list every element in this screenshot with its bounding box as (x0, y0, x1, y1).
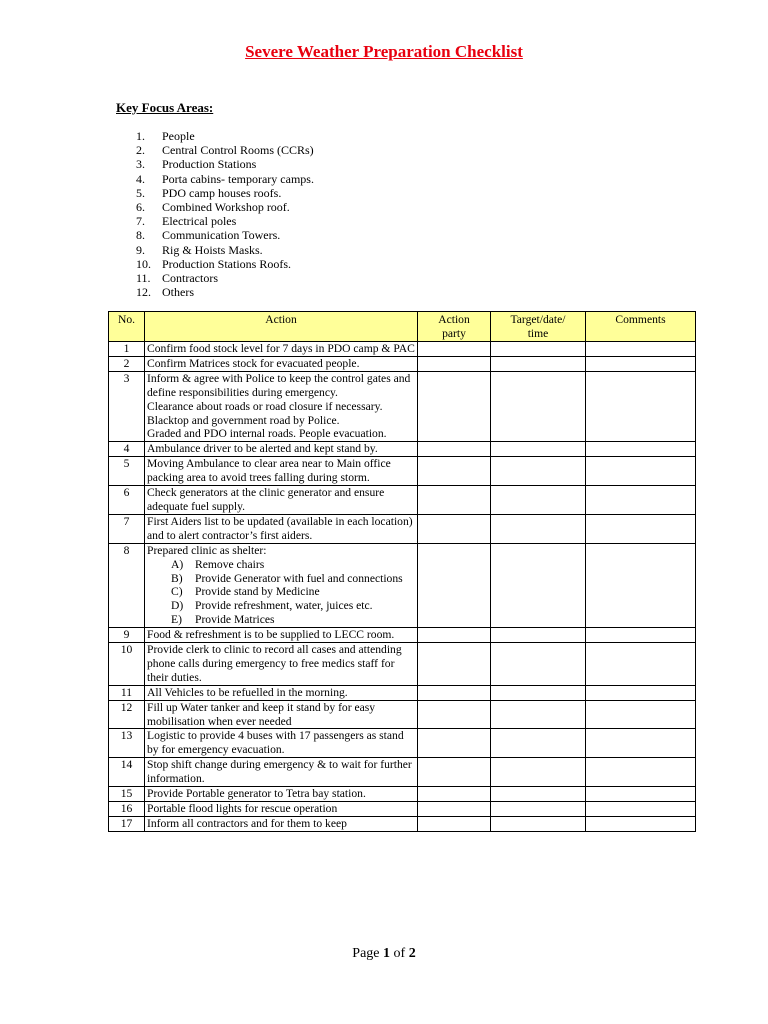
footer-current-page: 1 (383, 946, 391, 961)
header-target-date-time (491, 312, 586, 342)
row-action-party-cell (418, 342, 491, 357)
row-comments-cell (586, 442, 696, 457)
row-action-text: Portable flood lights for rescue operation (147, 802, 338, 815)
row-comments-cell (586, 685, 696, 700)
table-row (109, 787, 696, 802)
focus-area-number: 12. (136, 285, 151, 300)
row-action-text: Logistic to provide 4 buses with 17 passengers as stand by for emergency evacuation. (147, 729, 404, 757)
table-row (109, 685, 696, 700)
focus-area-text: Others (162, 285, 194, 300)
row-number: 2 (109, 356, 145, 371)
focus-area-item (136, 214, 314, 228)
row-action-text: Inform all contractors and for them to keep (147, 816, 347, 830)
row-action-extra-text: Clearance about roads or road closure if necessary. Blacktop and government road by Police. (147, 399, 383, 427)
focus-area-item (136, 243, 314, 257)
row-comments-cell (586, 802, 696, 817)
table-row (109, 514, 696, 543)
row-comments-cell (586, 628, 696, 643)
row-action (145, 802, 418, 817)
header-comments: Comments (586, 312, 696, 342)
row-number: 15 (109, 787, 145, 802)
focus-area-text: Combined Workshop roof. (162, 200, 290, 215)
row-comments-cell (586, 356, 696, 371)
table-row (109, 729, 696, 758)
focus-area-number: 4. (136, 171, 145, 186)
row-number: 8 (109, 543, 145, 627)
sub-item-text: Provide stand by Medicine (195, 585, 320, 599)
table-row (109, 758, 696, 787)
row-number: 12 (109, 700, 145, 729)
table-row (109, 486, 696, 515)
row-comments-cell (586, 514, 696, 543)
row-comments-cell (586, 787, 696, 802)
row-action-party-cell (418, 643, 491, 686)
focus-area-item (136, 157, 314, 171)
row-comments-cell (586, 543, 696, 627)
row-action-text: Prepared clinic as shelter: (147, 543, 267, 557)
focus-area-item (136, 228, 314, 242)
focus-area-text: Communication Towers. (162, 228, 281, 243)
row-comments-cell (586, 758, 696, 787)
row-action (145, 628, 418, 643)
focus-area-item (136, 257, 314, 271)
row-comments-cell (586, 729, 696, 758)
focus-area-number: 6. (136, 200, 145, 215)
row-action-party-cell (418, 486, 491, 515)
row-action (145, 816, 418, 831)
sub-item-letter: B) (171, 571, 183, 585)
footer-middle: of (390, 946, 409, 961)
row-action-text: Check generators at the clinic generator and ensure adequate fuel supply. (147, 486, 385, 513)
row-number: 17 (109, 816, 145, 831)
focus-area-number: 3. (136, 157, 145, 172)
header-no: No. (109, 312, 145, 342)
row-action (145, 486, 418, 515)
table-header-row (109, 312, 696, 342)
action-sub-item (147, 613, 415, 627)
row-action-party-cell (418, 729, 491, 758)
row-action-extra-text: Graded and PDO internal roads. People evacuation. (147, 427, 387, 441)
row-action-text: All Vehicles to be refuelled in the morning. (147, 685, 348, 699)
sub-item-text: Remove chairs (195, 557, 265, 571)
focus-area-text: Electrical poles (162, 214, 237, 229)
table-row (109, 700, 696, 729)
focus-area-item (136, 129, 314, 143)
focus-area-item (136, 271, 314, 285)
key-focus-list (136, 129, 314, 299)
focus-area-text: Production Stations (162, 157, 257, 172)
row-action (145, 371, 418, 442)
row-action-text: Confirm food stock level for 7 days in PDO camp & PAC (147, 342, 415, 355)
focus-area-number: 8. (136, 228, 145, 243)
row-comments-cell (586, 342, 696, 357)
row-target-cell (491, 787, 586, 802)
table-row (109, 643, 696, 686)
row-action-party-cell (418, 514, 491, 543)
table-row (109, 802, 696, 817)
sub-item-text: Provide Generator with fuel and connections (195, 571, 403, 585)
row-action-text: Provide Portable generator to Tetra bay station. (147, 787, 366, 801)
row-action-text: Confirm Matrices stock for evacuated people. (147, 356, 360, 370)
header-target-line2: time (527, 326, 549, 340)
row-comments-cell (586, 700, 696, 729)
table-row (109, 342, 696, 357)
row-action-text: First Aiders list to be updated (available in each location) and to alert contractor’s first aiders. (147, 514, 413, 542)
row-target-cell (491, 486, 586, 515)
row-action-party-cell (418, 628, 491, 643)
row-number: 13 (109, 729, 145, 758)
row-action (145, 457, 418, 486)
row-action (145, 442, 418, 457)
row-target-cell (491, 356, 586, 371)
focus-area-text: Production Stations Roofs. (162, 256, 292, 271)
focus-area-text: Contractors (162, 271, 218, 286)
focus-area-text: People (162, 129, 195, 143)
focus-area-item (136, 186, 314, 200)
focus-area-number: 2. (136, 143, 145, 158)
checklist-table (108, 311, 696, 832)
row-number: 7 (109, 514, 145, 543)
header-action-party (418, 312, 491, 342)
row-action-text: Provide clerk to clinic to record all cases and attending phone calls during emergency to free medics staff for their duties. (147, 643, 402, 684)
row-target-cell (491, 729, 586, 758)
row-comments-cell (586, 486, 696, 515)
row-target-cell (491, 457, 586, 486)
action-sub-item (147, 599, 415, 613)
table-row (109, 543, 696, 627)
row-number: 4 (109, 442, 145, 457)
sub-item-letter: A) (171, 557, 184, 571)
row-comments-cell (586, 643, 696, 686)
sub-item-letter: E) (171, 613, 182, 627)
focus-area-text: PDO camp houses roofs. (162, 185, 282, 200)
row-action-party-cell (418, 543, 491, 627)
row-action (145, 514, 418, 543)
row-action-text: Inform & agree with Police to keep the control gates and define responsibilities during emergency. (147, 371, 411, 399)
row-action (145, 729, 418, 758)
focus-area-item (136, 172, 314, 186)
row-target-cell (491, 685, 586, 700)
row-action-party-cell (418, 802, 491, 817)
row-action-text: Stop shift change during emergency & to wait for further information. (147, 758, 412, 786)
focus-area-item (136, 200, 314, 214)
row-target-cell (491, 643, 586, 686)
row-action-text: Ambulance driver to be alerted and kept stand by. (147, 442, 378, 456)
document-title: Severe Weather Preparation Checklist (245, 42, 523, 61)
checklist-body (109, 342, 696, 832)
row-number: 10 (109, 643, 145, 686)
row-target-cell (491, 802, 586, 817)
focus-area-item (136, 143, 314, 157)
focus-area-number: 10. (136, 256, 151, 271)
row-action-text: Moving Ambulance to clear area near to Main office packing area to avoid trees falling during storm. (147, 457, 391, 485)
focus-area-number: 9. (136, 242, 145, 257)
page-footer (0, 946, 768, 962)
row-target-cell (491, 758, 586, 787)
sub-item-text: Provide refreshment, water, juices etc. (195, 599, 373, 613)
row-number: 14 (109, 758, 145, 787)
row-target-cell (491, 628, 586, 643)
row-action-party-cell (418, 700, 491, 729)
row-action-text: Fill up Water tanker and keep it stand by for easy mobilisation when ever needed (147, 700, 376, 728)
row-target-cell (491, 514, 586, 543)
sub-item-text: Provide Matrices (195, 613, 275, 627)
focus-area-number: 7. (136, 214, 145, 229)
table-row (109, 816, 696, 831)
table-row (109, 356, 696, 371)
row-action (145, 342, 418, 357)
row-target-cell (491, 342, 586, 357)
footer-total-pages: 2 (408, 946, 416, 961)
row-number: 5 (109, 457, 145, 486)
row-action-party-cell (418, 371, 491, 442)
row-action (145, 787, 418, 802)
table-row (109, 371, 696, 442)
row-comments-cell (586, 371, 696, 442)
action-sub-item (147, 558, 415, 572)
row-action-party-cell (418, 685, 491, 700)
table-row (109, 442, 696, 457)
row-number: 11 (109, 685, 145, 700)
row-comments-cell (586, 457, 696, 486)
row-target-cell (491, 543, 586, 627)
row-action-party-cell (418, 457, 491, 486)
row-number: 9 (109, 628, 145, 643)
row-target-cell (491, 442, 586, 457)
action-sub-item (147, 585, 415, 599)
header-action-party-line1: Action (438, 313, 470, 326)
focus-area-text: Porta cabins- temporary camps. (162, 171, 314, 186)
header-action: Action (145, 312, 418, 342)
focus-area-number: 11. (136, 271, 151, 286)
row-number: 1 (109, 342, 145, 357)
row-action-party-cell (418, 816, 491, 831)
focus-area-number: 1. (136, 129, 145, 143)
action-sub-item (147, 572, 415, 586)
row-action-party-cell (418, 356, 491, 371)
header-target-line1: Target/date/ (510, 313, 566, 326)
focus-area-text: Rig & Hoists Masks. (162, 242, 263, 257)
row-comments-cell (586, 816, 696, 831)
header-action-party-line2: party (442, 326, 466, 340)
row-action (145, 758, 418, 787)
table-row (109, 457, 696, 486)
footer-prefix: Page (352, 946, 384, 961)
row-action-party-cell (418, 758, 491, 787)
row-action (145, 643, 418, 686)
row-action (145, 543, 418, 627)
row-target-cell (491, 816, 586, 831)
row-number: 3 (109, 371, 145, 442)
focus-area-item (136, 285, 314, 299)
sub-item-letter: C) (171, 585, 183, 599)
row-action (145, 700, 418, 729)
key-focus-heading: Key Focus Areas: (116, 100, 214, 115)
table-row (109, 628, 696, 643)
focus-area-number: 5. (136, 185, 145, 200)
row-action (145, 685, 418, 700)
focus-area-text: Central Control Rooms (CCRs) (162, 143, 314, 158)
row-target-cell (491, 700, 586, 729)
row-number: 16 (109, 802, 145, 817)
row-action-party-cell (418, 442, 491, 457)
row-target-cell (491, 371, 586, 442)
row-action (145, 356, 418, 371)
row-number: 6 (109, 486, 145, 515)
row-action-party-cell (418, 787, 491, 802)
row-action-text: Food & refreshment is to be supplied to LECC room. (147, 628, 395, 642)
sub-item-letter: D) (171, 599, 184, 613)
